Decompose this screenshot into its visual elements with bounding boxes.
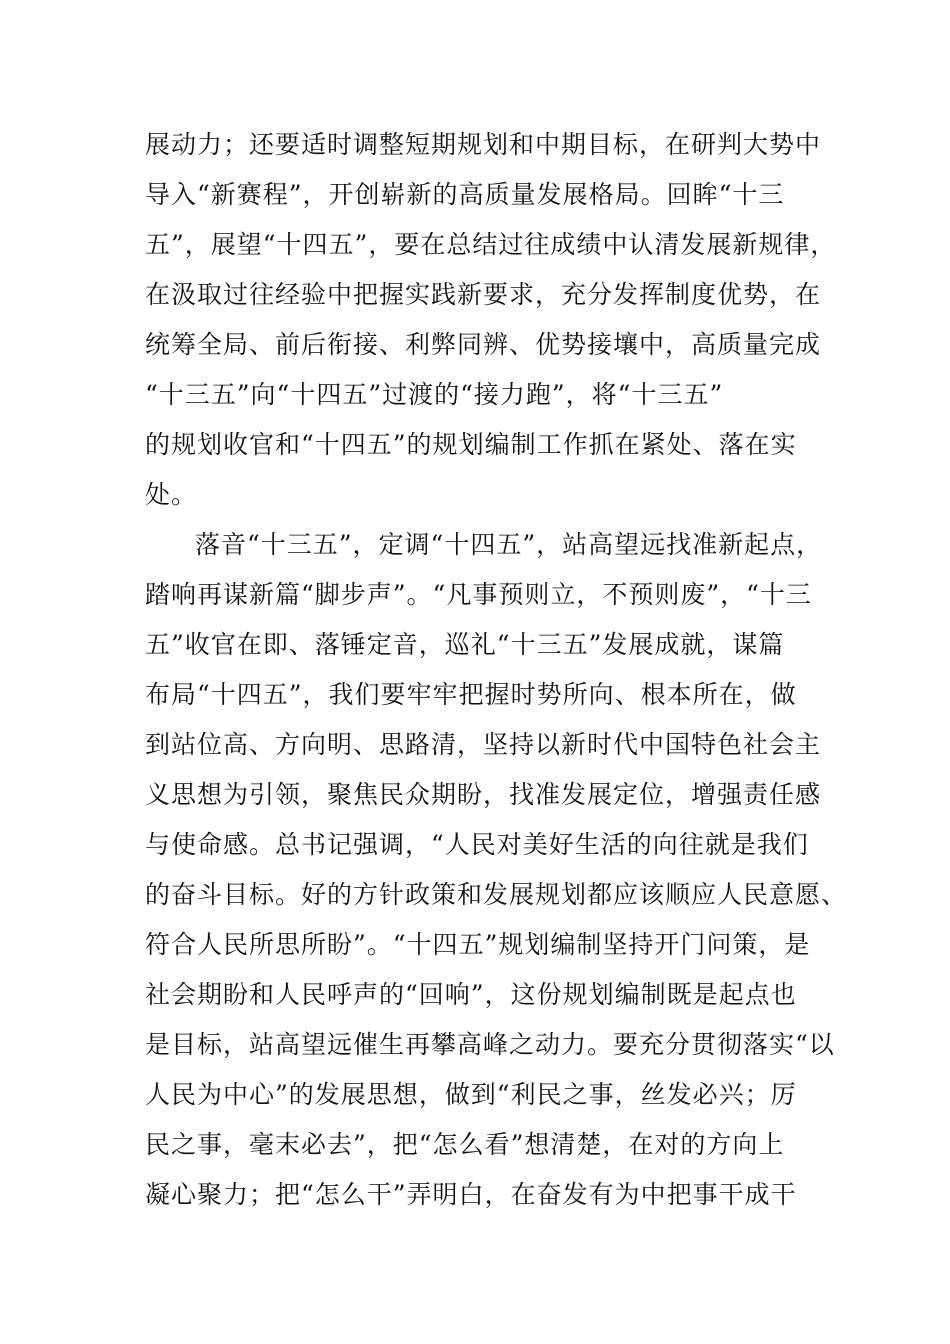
- text-line: 民之事，毫末必去”，把“怎么看”想清楚，在对的方向上: [145, 1130, 785, 1159]
- text-line: 社会期盼和人民呼声的“回响”，这份规划编制既是起点也: [145, 980, 797, 1009]
- text-line: 义思想为引领，聚焦民众期盼，找准发展定位，增强责任感: [145, 780, 822, 809]
- text-line: “十三五”向“十四五”过渡的“接力跑”，将“十三五”: [145, 380, 724, 409]
- text-line: 五”收官在即、落锤定音，巡礼“十三五”发展成就，谋篇: [145, 630, 785, 659]
- text-line: 在汲取过往经验中把握实践新要求，充分发挥制度优势，在: [145, 280, 822, 309]
- text-line: 是目标，站高望远催生再攀高峰之动力。要充分贯彻落实“以: [145, 1030, 835, 1059]
- text-line: 踏响再谋新篇“脚步声”。“凡事预则立，不预则废”，“十三: [145, 580, 812, 609]
- text-line: 到站位高、方向明、思路清，坚持以新时代中国特色社会主: [145, 730, 822, 759]
- paragraph-start-line: 落音“十三五”，定调“十四五”，站高望远找准新起点，: [195, 530, 823, 559]
- text-line: 统筹全局、前后衔接、利弊同辨、优势接壤中，高质量完成: [145, 330, 822, 359]
- text-line: 的奋斗目标。好的方针政策和发展规划都应该顺应人民意愿、: [145, 880, 848, 909]
- text-line: 符合人民所思所盼”。“十四五”规划编制坚持开门问策，是: [145, 930, 811, 959]
- text-line: 处。: [145, 480, 198, 509]
- text-line: 导入“新赛程”，开创崭新的高质量发展格局。回眸“十三: [145, 180, 785, 209]
- text-line: 凝心聚力；把“怎么干”弄明白，在奋发有为中把事干成干: [145, 1180, 797, 1209]
- text-line: 的规划收官和“十四五”的规划编制工作抓在紧处、落在实: [145, 430, 797, 459]
- text-line: 人民为中心”的发展思想，做到“利民之事，丝发必兴；厉: [145, 1080, 797, 1109]
- text-line: 布局“十四五”，我们要牢牢把握时势所向、根本所在，做: [145, 680, 797, 709]
- text-line: 展动力；还要适时调整短期规划和中期目标，在研判大势中: [145, 130, 822, 159]
- text-line: 与使命感。总书记强调，“人民对美好生活的向往就是我们: [145, 830, 809, 859]
- body-text: [145, 120, 848, 1220]
- text-line: 五”，展望“十四五”，要在总结过往成绩中认清发展新规律，: [145, 230, 837, 259]
